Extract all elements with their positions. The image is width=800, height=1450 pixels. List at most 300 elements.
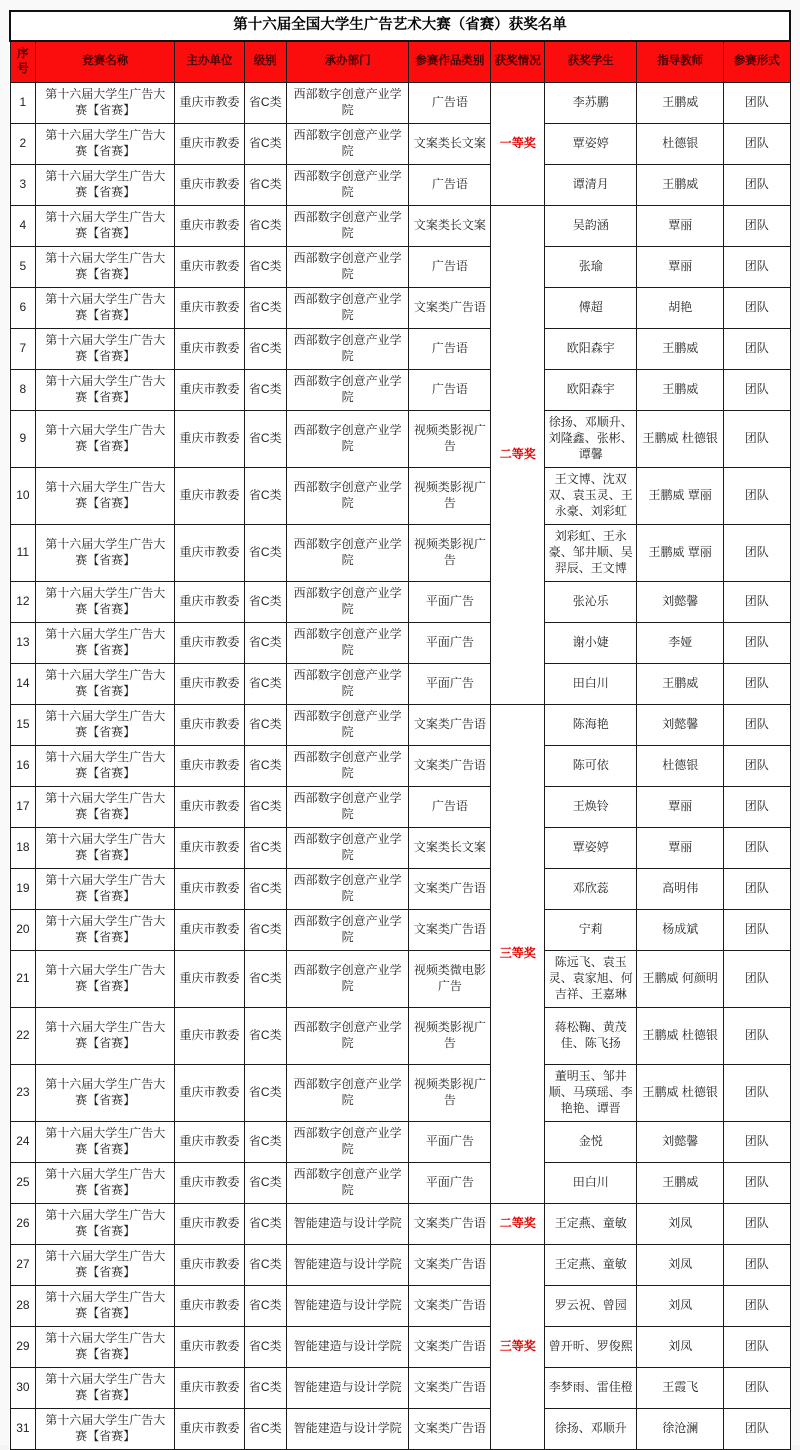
table-row-13 bbox=[10, 623, 790, 664]
cell-award: 三等奖 bbox=[491, 705, 545, 1204]
cell-students: 曾开昕、罗俊熙 bbox=[545, 1327, 637, 1368]
cell-form: 团队 bbox=[724, 124, 790, 165]
cell-form: 团队 bbox=[724, 623, 790, 664]
cell-no: 9 bbox=[10, 411, 36, 468]
cell-students: 覃姿婷 bbox=[545, 124, 637, 165]
cell-level: 省C类 bbox=[244, 910, 286, 951]
cell-no: 11 bbox=[10, 525, 36, 582]
cell-category: 文案类长文案 bbox=[409, 124, 491, 165]
cell-form: 团队 bbox=[724, 370, 790, 411]
cell-students: 王定燕、童敏 bbox=[545, 1245, 637, 1286]
cell-department: 西部数字创意产业学院 bbox=[286, 705, 409, 746]
cell-competition: 第十六届大学生广告大赛【省赛】 bbox=[36, 1065, 175, 1122]
cell-no: 5 bbox=[10, 247, 36, 288]
cell-organizer: 重庆市教委 bbox=[175, 1368, 244, 1409]
cell-department: 西部数字创意产业学院 bbox=[286, 787, 409, 828]
cell-students: 谢小婕 bbox=[545, 623, 637, 664]
cell-level: 省C类 bbox=[244, 1286, 286, 1327]
cell-students: 覃姿婷 bbox=[545, 828, 637, 869]
cell-students: 董明玉、邹井顺、马瑛瑶、李艳艳、谭晋 bbox=[545, 1065, 637, 1122]
cell-form: 团队 bbox=[724, 951, 790, 1008]
table-row-24 bbox=[10, 1122, 790, 1163]
cell-level: 省C类 bbox=[244, 411, 286, 468]
cell-students: 宁莉 bbox=[545, 910, 637, 951]
cell-competition: 第十六届大学生广告大赛【省赛】 bbox=[36, 165, 175, 206]
cell-no: 26 bbox=[10, 1204, 36, 1245]
cell-students: 陈可依 bbox=[545, 746, 637, 787]
cell-category: 视频类影视广告 bbox=[409, 411, 491, 468]
column-header-0: 序号 bbox=[10, 41, 36, 83]
cell-organizer: 重庆市教委 bbox=[175, 124, 244, 165]
cell-category: 文案类广告语 bbox=[409, 869, 491, 910]
cell-category: 视频类影视广告 bbox=[409, 1008, 491, 1065]
table-row-19 bbox=[10, 869, 790, 910]
cell-level: 省C类 bbox=[244, 623, 286, 664]
column-header-8: 指导教师 bbox=[637, 41, 724, 83]
cell-teacher: 王鹏威 bbox=[637, 165, 724, 206]
cell-award: 一等奖 bbox=[491, 83, 545, 206]
cell-competition: 第十六届大学生广告大赛【省赛】 bbox=[36, 247, 175, 288]
cell-department: 西部数字创意产业学院 bbox=[286, 746, 409, 787]
cell-no: 23 bbox=[10, 1065, 36, 1122]
cell-competition: 第十六届大学生广告大赛【省赛】 bbox=[36, 664, 175, 705]
cell-organizer: 重庆市教委 bbox=[175, 165, 244, 206]
cell-level: 省C类 bbox=[244, 1122, 286, 1163]
cell-form: 团队 bbox=[724, 910, 790, 951]
cell-department: 西部数字创意产业学院 bbox=[286, 664, 409, 705]
cell-form: 团队 bbox=[724, 787, 790, 828]
cell-department: 西部数字创意产业学院 bbox=[286, 525, 409, 582]
cell-level: 省C类 bbox=[244, 1245, 286, 1286]
cell-no: 22 bbox=[10, 1008, 36, 1065]
cell-organizer: 重庆市教委 bbox=[175, 247, 244, 288]
table-row-10 bbox=[10, 468, 790, 525]
cell-teacher: 杜德银 bbox=[637, 746, 724, 787]
cell-department: 西部数字创意产业学院 bbox=[286, 370, 409, 411]
cell-competition: 第十六届大学生广告大赛【省赛】 bbox=[36, 582, 175, 623]
table-row-27 bbox=[10, 1245, 790, 1286]
table-row-23 bbox=[10, 1065, 790, 1122]
cell-no: 29 bbox=[10, 1327, 36, 1368]
cell-form: 团队 bbox=[724, 525, 790, 582]
cell-no: 17 bbox=[10, 787, 36, 828]
table-row-11 bbox=[10, 525, 790, 582]
table-row-28 bbox=[10, 1286, 790, 1327]
cell-students: 陈海艳 bbox=[545, 705, 637, 746]
cell-form: 团队 bbox=[724, 1245, 790, 1286]
cell-students: 王焕铃 bbox=[545, 787, 637, 828]
cell-organizer: 重庆市教委 bbox=[175, 206, 244, 247]
table-row-1 bbox=[10, 83, 790, 124]
cell-competition: 第十六届大学生广告大赛【省赛】 bbox=[36, 1204, 175, 1245]
cell-teacher: 刘懿馨 bbox=[637, 705, 724, 746]
cell-teacher: 王霞飞 bbox=[637, 1368, 724, 1409]
cell-department: 西部数字创意产业学院 bbox=[286, 910, 409, 951]
cell-competition: 第十六届大学生广告大赛【省赛】 bbox=[36, 828, 175, 869]
cell-award: 三等奖 bbox=[491, 1245, 545, 1450]
cell-category: 文案类长文案 bbox=[409, 206, 491, 247]
cell-level: 省C类 bbox=[244, 1409, 286, 1450]
cell-students: 李苏鹏 bbox=[545, 83, 637, 124]
cell-students: 傅超 bbox=[545, 288, 637, 329]
cell-department: 西部数字创意产业学院 bbox=[286, 288, 409, 329]
cell-category: 文案类广告语 bbox=[409, 1409, 491, 1450]
cell-organizer: 重庆市教委 bbox=[175, 664, 244, 705]
cell-level: 省C类 bbox=[244, 206, 286, 247]
table-row-15 bbox=[10, 705, 790, 746]
cell-category: 广告语 bbox=[409, 165, 491, 206]
cell-no: 27 bbox=[10, 1245, 36, 1286]
cell-students: 田白川 bbox=[545, 664, 637, 705]
cell-level: 省C类 bbox=[244, 247, 286, 288]
cell-teacher: 王鹏威 覃丽 bbox=[637, 468, 724, 525]
cell-students: 王文博、沈双双、袁玉灵、王永豪、刘彩虹 bbox=[545, 468, 637, 525]
cell-teacher: 王鹏威 何颜明 bbox=[637, 951, 724, 1008]
cell-department: 西部数字创意产业学院 bbox=[286, 828, 409, 869]
page-title: 第十六届全国大学生广告艺术大赛（省赛）获奖名单 bbox=[10, 11, 790, 41]
cell-organizer: 重庆市教委 bbox=[175, 746, 244, 787]
table-row-31 bbox=[10, 1409, 790, 1450]
cell-teacher: 王鹏威 bbox=[637, 370, 724, 411]
cell-form: 团队 bbox=[724, 288, 790, 329]
table-row-14 bbox=[10, 664, 790, 705]
cell-level: 省C类 bbox=[244, 329, 286, 370]
cell-organizer: 重庆市教委 bbox=[175, 329, 244, 370]
cell-teacher: 王鹏威 杜德银 bbox=[637, 411, 724, 468]
cell-teacher: 覃丽 bbox=[637, 787, 724, 828]
cell-no: 6 bbox=[10, 288, 36, 329]
cell-competition: 第十六届大学生广告大赛【省赛】 bbox=[36, 705, 175, 746]
award-list-table bbox=[9, 10, 791, 1450]
cell-level: 省C类 bbox=[244, 1204, 286, 1245]
cell-form: 团队 bbox=[724, 329, 790, 370]
table-row-9 bbox=[10, 411, 790, 468]
cell-competition: 第十六届大学生广告大赛【省赛】 bbox=[36, 787, 175, 828]
table-row-18 bbox=[10, 828, 790, 869]
cell-organizer: 重庆市教委 bbox=[175, 623, 244, 664]
cell-students: 王定燕、童敏 bbox=[545, 1204, 637, 1245]
cell-department: 智能建造与设计学院 bbox=[286, 1368, 409, 1409]
cell-department: 智能建造与设计学院 bbox=[286, 1204, 409, 1245]
cell-form: 团队 bbox=[724, 705, 790, 746]
cell-form: 团队 bbox=[724, 1327, 790, 1368]
cell-no: 12 bbox=[10, 582, 36, 623]
cell-organizer: 重庆市教委 bbox=[175, 828, 244, 869]
cell-level: 省C类 bbox=[244, 746, 286, 787]
cell-category: 平面广告 bbox=[409, 664, 491, 705]
column-header-7: 获奖学生 bbox=[545, 41, 637, 83]
cell-competition: 第十六届大学生广告大赛【省赛】 bbox=[36, 525, 175, 582]
cell-form: 团队 bbox=[724, 411, 790, 468]
cell-teacher: 李娅 bbox=[637, 623, 724, 664]
cell-department: 西部数字创意产业学院 bbox=[286, 206, 409, 247]
cell-department: 智能建造与设计学院 bbox=[286, 1286, 409, 1327]
column-header-4: 承办部门 bbox=[286, 41, 409, 83]
table-row-25 bbox=[10, 1163, 790, 1204]
cell-department: 西部数字创意产业学院 bbox=[286, 869, 409, 910]
column-header-6: 获奖情况 bbox=[491, 41, 545, 83]
cell-students: 陈远飞、袁玉灵、袁家旭、何吉祥、王嘉琳 bbox=[545, 951, 637, 1008]
cell-level: 省C类 bbox=[244, 1163, 286, 1204]
cell-level: 省C类 bbox=[244, 787, 286, 828]
column-header-2: 主办单位 bbox=[175, 41, 244, 83]
cell-level: 省C类 bbox=[244, 869, 286, 910]
cell-form: 团队 bbox=[724, 468, 790, 525]
cell-organizer: 重庆市教委 bbox=[175, 1286, 244, 1327]
cell-no: 10 bbox=[10, 468, 36, 525]
cell-students: 欧阳森宇 bbox=[545, 329, 637, 370]
table-row-22 bbox=[10, 1008, 790, 1065]
cell-category: 广告语 bbox=[409, 83, 491, 124]
cell-competition: 第十六届大学生广告大赛【省赛】 bbox=[36, 1368, 175, 1409]
cell-category: 文案类广告语 bbox=[409, 1286, 491, 1327]
cell-category: 视频类微电影广告 bbox=[409, 951, 491, 1008]
table-row-4 bbox=[10, 206, 790, 247]
cell-department: 西部数字创意产业学院 bbox=[286, 1008, 409, 1065]
cell-no: 15 bbox=[10, 705, 36, 746]
cell-teacher: 王鹏威 bbox=[637, 1163, 724, 1204]
cell-category: 文案类广告语 bbox=[409, 705, 491, 746]
cell-students: 欧阳森宇 bbox=[545, 370, 637, 411]
cell-students: 张瑜 bbox=[545, 247, 637, 288]
cell-students: 蒋松鞠、黄茂佳、陈飞扬 bbox=[545, 1008, 637, 1065]
cell-students: 金悦 bbox=[545, 1122, 637, 1163]
cell-category: 平面广告 bbox=[409, 582, 491, 623]
cell-category: 平面广告 bbox=[409, 1163, 491, 1204]
column-header-3: 级别 bbox=[244, 41, 286, 83]
cell-teacher: 刘懿馨 bbox=[637, 582, 724, 623]
cell-form: 团队 bbox=[724, 1204, 790, 1245]
cell-department: 西部数字创意产业学院 bbox=[286, 951, 409, 1008]
cell-form: 团队 bbox=[724, 206, 790, 247]
cell-level: 省C类 bbox=[244, 370, 286, 411]
cell-organizer: 重庆市教委 bbox=[175, 869, 244, 910]
cell-no: 4 bbox=[10, 206, 36, 247]
cell-category: 文案类广告语 bbox=[409, 1368, 491, 1409]
cell-level: 省C类 bbox=[244, 124, 286, 165]
cell-category: 文案类广告语 bbox=[409, 1245, 491, 1286]
cell-organizer: 重庆市教委 bbox=[175, 787, 244, 828]
table-row-5 bbox=[10, 247, 790, 288]
cell-level: 省C类 bbox=[244, 468, 286, 525]
cell-level: 省C类 bbox=[244, 664, 286, 705]
cell-category: 广告语 bbox=[409, 247, 491, 288]
cell-department: 西部数字创意产业学院 bbox=[286, 623, 409, 664]
cell-organizer: 重庆市教委 bbox=[175, 370, 244, 411]
cell-teacher: 胡艳 bbox=[637, 288, 724, 329]
cell-no: 20 bbox=[10, 910, 36, 951]
cell-form: 团队 bbox=[724, 1008, 790, 1065]
cell-department: 西部数字创意产业学院 bbox=[286, 124, 409, 165]
cell-teacher: 王鹏威 杜德银 bbox=[637, 1008, 724, 1065]
cell-level: 省C类 bbox=[244, 1008, 286, 1065]
cell-no: 8 bbox=[10, 370, 36, 411]
cell-form: 团队 bbox=[724, 1122, 790, 1163]
table-row-8 bbox=[10, 370, 790, 411]
cell-category: 文案类广告语 bbox=[409, 910, 491, 951]
cell-department: 西部数字创意产业学院 bbox=[286, 165, 409, 206]
cell-department: 西部数字创意产业学院 bbox=[286, 1065, 409, 1122]
cell-competition: 第十六届大学生广告大赛【省赛】 bbox=[36, 124, 175, 165]
cell-no: 18 bbox=[10, 828, 36, 869]
cell-organizer: 重庆市教委 bbox=[175, 411, 244, 468]
cell-no: 21 bbox=[10, 951, 36, 1008]
cell-students: 罗云祝、曾园 bbox=[545, 1286, 637, 1327]
table-row-16 bbox=[10, 746, 790, 787]
cell-category: 视频类影视广告 bbox=[409, 468, 491, 525]
cell-department: 智能建造与设计学院 bbox=[286, 1409, 409, 1450]
cell-category: 文案类广告语 bbox=[409, 1327, 491, 1368]
cell-competition: 第十六届大学生广告大赛【省赛】 bbox=[36, 1409, 175, 1450]
cell-teacher: 王鹏威 杜德银 bbox=[637, 1065, 724, 1122]
cell-department: 西部数字创意产业学院 bbox=[286, 329, 409, 370]
cell-students: 邓欣蕊 bbox=[545, 869, 637, 910]
cell-form: 团队 bbox=[724, 1286, 790, 1327]
table-row-6 bbox=[10, 288, 790, 329]
cell-organizer: 重庆市教委 bbox=[175, 582, 244, 623]
cell-competition: 第十六届大学生广告大赛【省赛】 bbox=[36, 1327, 175, 1368]
cell-competition: 第十六届大学生广告大赛【省赛】 bbox=[36, 329, 175, 370]
cell-form: 团队 bbox=[724, 869, 790, 910]
cell-no: 28 bbox=[10, 1286, 36, 1327]
cell-form: 团队 bbox=[724, 664, 790, 705]
cell-category: 文案类广告语 bbox=[409, 1204, 491, 1245]
cell-organizer: 重庆市教委 bbox=[175, 83, 244, 124]
cell-teacher: 刘凤 bbox=[637, 1286, 724, 1327]
cell-teacher: 刘凤 bbox=[637, 1327, 724, 1368]
cell-level: 省C类 bbox=[244, 828, 286, 869]
cell-form: 团队 bbox=[724, 582, 790, 623]
cell-level: 省C类 bbox=[244, 83, 286, 124]
cell-department: 西部数字创意产业学院 bbox=[286, 1122, 409, 1163]
cell-students: 刘彩虹、王永豪、邹井顺、吴羿辰、王文博 bbox=[545, 525, 637, 582]
cell-department: 西部数字创意产业学院 bbox=[286, 247, 409, 288]
cell-teacher: 覃丽 bbox=[637, 828, 724, 869]
cell-no: 13 bbox=[10, 623, 36, 664]
cell-no: 3 bbox=[10, 165, 36, 206]
cell-organizer: 重庆市教委 bbox=[175, 910, 244, 951]
table-row-29 bbox=[10, 1327, 790, 1368]
cell-department: 智能建造与设计学院 bbox=[286, 1327, 409, 1368]
cell-organizer: 重庆市教委 bbox=[175, 468, 244, 525]
cell-form: 团队 bbox=[724, 1065, 790, 1122]
table-row-3 bbox=[10, 165, 790, 206]
cell-organizer: 重庆市教委 bbox=[175, 1065, 244, 1122]
cell-level: 省C类 bbox=[244, 165, 286, 206]
cell-teacher: 杜德银 bbox=[637, 124, 724, 165]
cell-competition: 第十六届大学生广告大赛【省赛】 bbox=[36, 206, 175, 247]
cell-students: 田白川 bbox=[545, 1163, 637, 1204]
cell-level: 省C类 bbox=[244, 705, 286, 746]
cell-teacher: 杨成斌 bbox=[637, 910, 724, 951]
table-row-21 bbox=[10, 951, 790, 1008]
table-row-7 bbox=[10, 329, 790, 370]
cell-competition: 第十六届大学生广告大赛【省赛】 bbox=[36, 1163, 175, 1204]
cell-teacher: 王鹏威 bbox=[637, 329, 724, 370]
cell-competition: 第十六届大学生广告大赛【省赛】 bbox=[36, 951, 175, 1008]
cell-teacher: 覃丽 bbox=[637, 247, 724, 288]
table-row-2 bbox=[10, 124, 790, 165]
cell-organizer: 重庆市教委 bbox=[175, 288, 244, 329]
header-row bbox=[10, 41, 790, 83]
cell-category: 平面广告 bbox=[409, 623, 491, 664]
cell-competition: 第十六届大学生广告大赛【省赛】 bbox=[36, 288, 175, 329]
cell-form: 团队 bbox=[724, 165, 790, 206]
cell-teacher: 王鹏威 bbox=[637, 664, 724, 705]
cell-department: 西部数字创意产业学院 bbox=[286, 411, 409, 468]
cell-organizer: 重庆市教委 bbox=[175, 1245, 244, 1286]
cell-category: 视频类影视广告 bbox=[409, 1065, 491, 1122]
cell-no: 31 bbox=[10, 1409, 36, 1450]
cell-form: 团队 bbox=[724, 1368, 790, 1409]
table-row-12 bbox=[10, 582, 790, 623]
title-row bbox=[10, 11, 790, 41]
cell-category: 视频类影视广告 bbox=[409, 525, 491, 582]
cell-teacher: 刘凤 bbox=[637, 1204, 724, 1245]
cell-level: 省C类 bbox=[244, 1065, 286, 1122]
cell-form: 团队 bbox=[724, 828, 790, 869]
cell-organizer: 重庆市教委 bbox=[175, 705, 244, 746]
cell-award: 二等奖 bbox=[491, 1204, 545, 1245]
cell-no: 16 bbox=[10, 746, 36, 787]
cell-students: 吴韵涵 bbox=[545, 206, 637, 247]
cell-no: 14 bbox=[10, 664, 36, 705]
cell-department: 西部数字创意产业学院 bbox=[286, 468, 409, 525]
cell-students: 谭清月 bbox=[545, 165, 637, 206]
cell-category: 文案类长文案 bbox=[409, 828, 491, 869]
table-row-17 bbox=[10, 787, 790, 828]
cell-level: 省C类 bbox=[244, 1327, 286, 1368]
column-header-9: 参赛形式 bbox=[724, 41, 790, 83]
cell-no: 30 bbox=[10, 1368, 36, 1409]
table-row-30 bbox=[10, 1368, 790, 1409]
cell-organizer: 重庆市教委 bbox=[175, 525, 244, 582]
cell-competition: 第十六届大学生广告大赛【省赛】 bbox=[36, 1286, 175, 1327]
cell-category: 平面广告 bbox=[409, 1122, 491, 1163]
cell-level: 省C类 bbox=[244, 525, 286, 582]
cell-form: 团队 bbox=[724, 1163, 790, 1204]
cell-competition: 第十六届大学生广告大赛【省赛】 bbox=[36, 623, 175, 664]
cell-students: 李梦雨、雷佳橙 bbox=[545, 1368, 637, 1409]
cell-organizer: 重庆市教委 bbox=[175, 1409, 244, 1450]
cell-no: 19 bbox=[10, 869, 36, 910]
cell-department: 西部数字创意产业学院 bbox=[286, 582, 409, 623]
cell-department: 智能建造与设计学院 bbox=[286, 1245, 409, 1286]
cell-category: 广告语 bbox=[409, 787, 491, 828]
cell-teacher: 刘凤 bbox=[637, 1245, 724, 1286]
cell-competition: 第十六届大学生广告大赛【省赛】 bbox=[36, 370, 175, 411]
cell-competition: 第十六届大学生广告大赛【省赛】 bbox=[36, 1122, 175, 1163]
cell-teacher: 刘懿馨 bbox=[637, 1122, 724, 1163]
cell-competition: 第十六届大学生广告大赛【省赛】 bbox=[36, 1245, 175, 1286]
cell-form: 团队 bbox=[724, 247, 790, 288]
cell-form: 团队 bbox=[724, 746, 790, 787]
cell-organizer: 重庆市教委 bbox=[175, 951, 244, 1008]
cell-department: 西部数字创意产业学院 bbox=[286, 83, 409, 124]
cell-teacher: 徐沧澜 bbox=[637, 1409, 724, 1450]
cell-organizer: 重庆市教委 bbox=[175, 1122, 244, 1163]
cell-no: 24 bbox=[10, 1122, 36, 1163]
cell-competition: 第十六届大学生广告大赛【省赛】 bbox=[36, 869, 175, 910]
cell-organizer: 重庆市教委 bbox=[175, 1204, 244, 1245]
cell-teacher: 王鹏威 覃丽 bbox=[637, 525, 724, 582]
column-header-1: 竞赛名称 bbox=[36, 41, 175, 83]
cell-competition: 第十六届大学生广告大赛【省赛】 bbox=[36, 910, 175, 951]
cell-category: 广告语 bbox=[409, 370, 491, 411]
cell-students: 张沁乐 bbox=[545, 582, 637, 623]
cell-category: 广告语 bbox=[409, 329, 491, 370]
cell-students: 徐扬、邓顺升、刘隆鑫、张彬、谭馨 bbox=[545, 411, 637, 468]
